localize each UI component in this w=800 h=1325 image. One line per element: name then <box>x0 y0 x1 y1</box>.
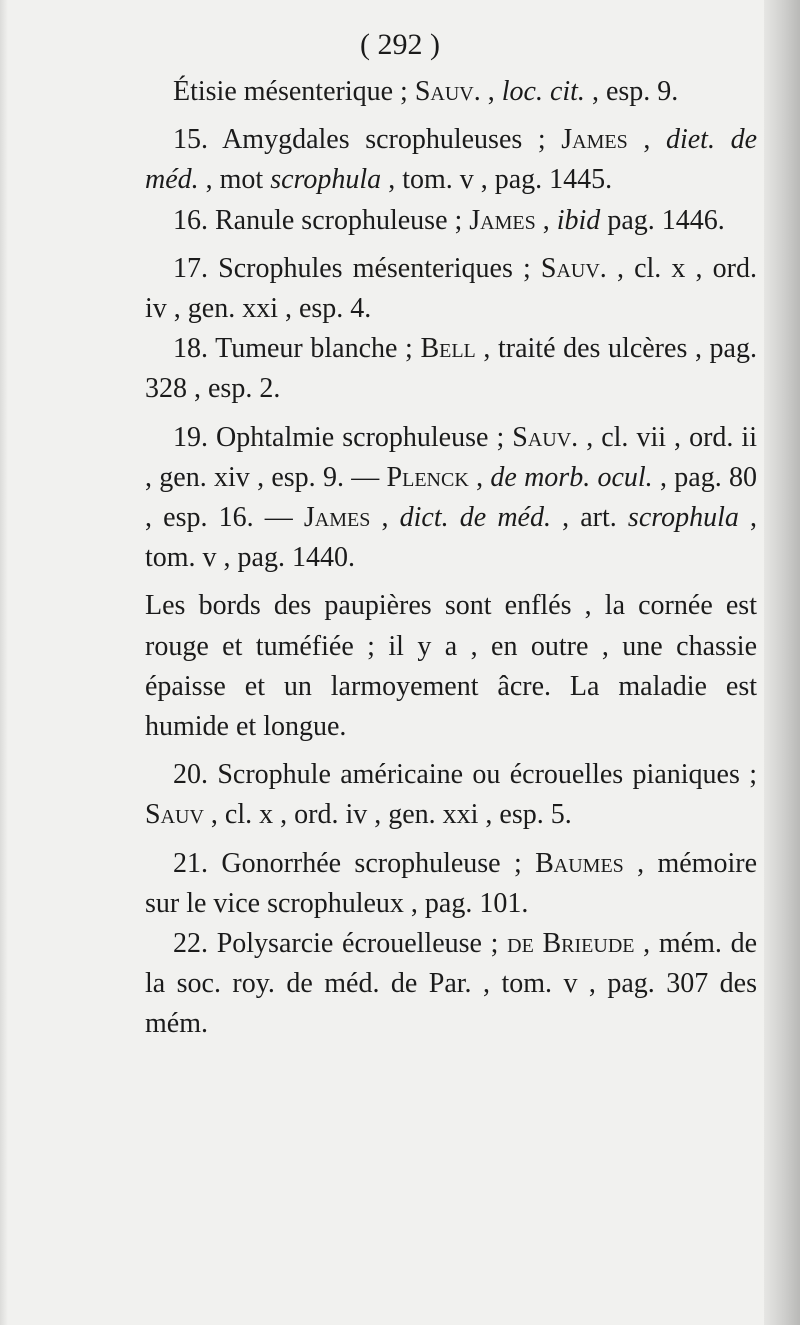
text-run: , traité des ulcères , pag. 328 , esp. 2. <box>145 333 757 405</box>
text-run: , tom. v , pag. 1440. <box>145 502 758 574</box>
text-run: diet. de méd. <box>145 124 757 196</box>
text-run: dict. de méd. <box>399 502 551 534</box>
page-text <box>145 72 757 1045</box>
text-run: , cl. x , ord. iv , gen. xxi , esp. 4. <box>145 252 758 325</box>
text-run: 21. Gonorrhée scrophuleuse ; <box>173 847 536 879</box>
text-run: James <box>303 502 371 534</box>
entry-16 <box>145 201 757 241</box>
text-run: pag. 1446. <box>600 204 725 236</box>
text-run: Bell <box>420 333 476 365</box>
text-run: Sauv. <box>414 76 481 107</box>
text-run: James <box>469 204 536 236</box>
text-run: scrophula <box>270 164 382 196</box>
text-run: de Brieude <box>507 928 635 960</box>
text-run: , art. <box>550 502 628 534</box>
text-run: 20. Scrophule américaine ou écrouelles pianiques ; <box>173 759 757 791</box>
text-run: 15. Amygdales scrophuleuses ; <box>173 124 562 156</box>
text-run: , cl. vii , ord. ii , gen. xiv , esp. 9. — <box>145 421 757 493</box>
text-run: 19. Ophtalmie scrophuleuse ; <box>173 421 513 453</box>
text-run: Sauv. <box>540 252 607 284</box>
text-run: , mém. de la soc. roy. de méd. de Par. , tom. v , pag. 307 des mém. <box>145 928 757 1040</box>
text-run: ibid <box>556 204 601 236</box>
text-run: , esp. 9. <box>584 76 679 107</box>
text-run: , mot <box>198 164 271 196</box>
text-run: Sauv. <box>512 421 579 453</box>
page-number: ( 292 ) <box>360 28 440 61</box>
text-run: , <box>480 76 502 107</box>
text-run: Les bords des paupières sont enflés , la cornée est rouge et tuméfiée ; il y a , en outre , une chassie épaisse et un larmoyement âcre. La maladie est humide et longue. <box>145 590 757 743</box>
entry-20 <box>145 755 757 835</box>
text-run: Baumes <box>535 847 624 879</box>
text-run: , <box>370 502 400 534</box>
text-run: , <box>627 124 666 156</box>
paragraph-description <box>145 586 757 747</box>
text-run: Plenck <box>386 461 469 493</box>
text-run: scrophula <box>627 502 739 534</box>
text-run: , <box>535 204 557 236</box>
text-run: loc. cit. <box>501 76 585 107</box>
text-run: , mémoire sur le vice scrophuleux , pag. 101. <box>145 847 757 919</box>
entry-17 <box>145 249 757 329</box>
entry-21 <box>145 844 757 924</box>
binding-gutter-shadow <box>764 0 800 1325</box>
text-run: , pag. 80 , esp. 16. — <box>145 461 757 534</box>
entry-22 <box>145 924 757 1045</box>
text-run: Sauv <box>145 799 204 831</box>
text-run: de morb. ocul. <box>490 461 653 493</box>
text-run: Étisie mésenterique ; <box>173 76 415 107</box>
text-run: , cl. x , ord. iv , gen. xxi , esp. 5. <box>203 799 572 831</box>
text-run: , <box>468 461 491 493</box>
text-run: 16. Ranule scrophuleuse ; <box>173 204 470 236</box>
text-run: 22. Polysarcie écrouelleuse ; <box>173 928 508 960</box>
entry-15 <box>145 120 757 200</box>
entry-etisie <box>145 72 757 112</box>
page-edge-shadow <box>0 0 8 1325</box>
text-run: 18. Tumeur blanche ; <box>173 333 421 365</box>
text-run: James <box>561 124 628 156</box>
entry-18 <box>145 329 757 409</box>
text-run: , tom. v , pag. 1445. <box>381 164 613 196</box>
entry-19 <box>145 418 757 579</box>
text-run: 17. Scrophules mésenteriques ; <box>173 252 541 284</box>
